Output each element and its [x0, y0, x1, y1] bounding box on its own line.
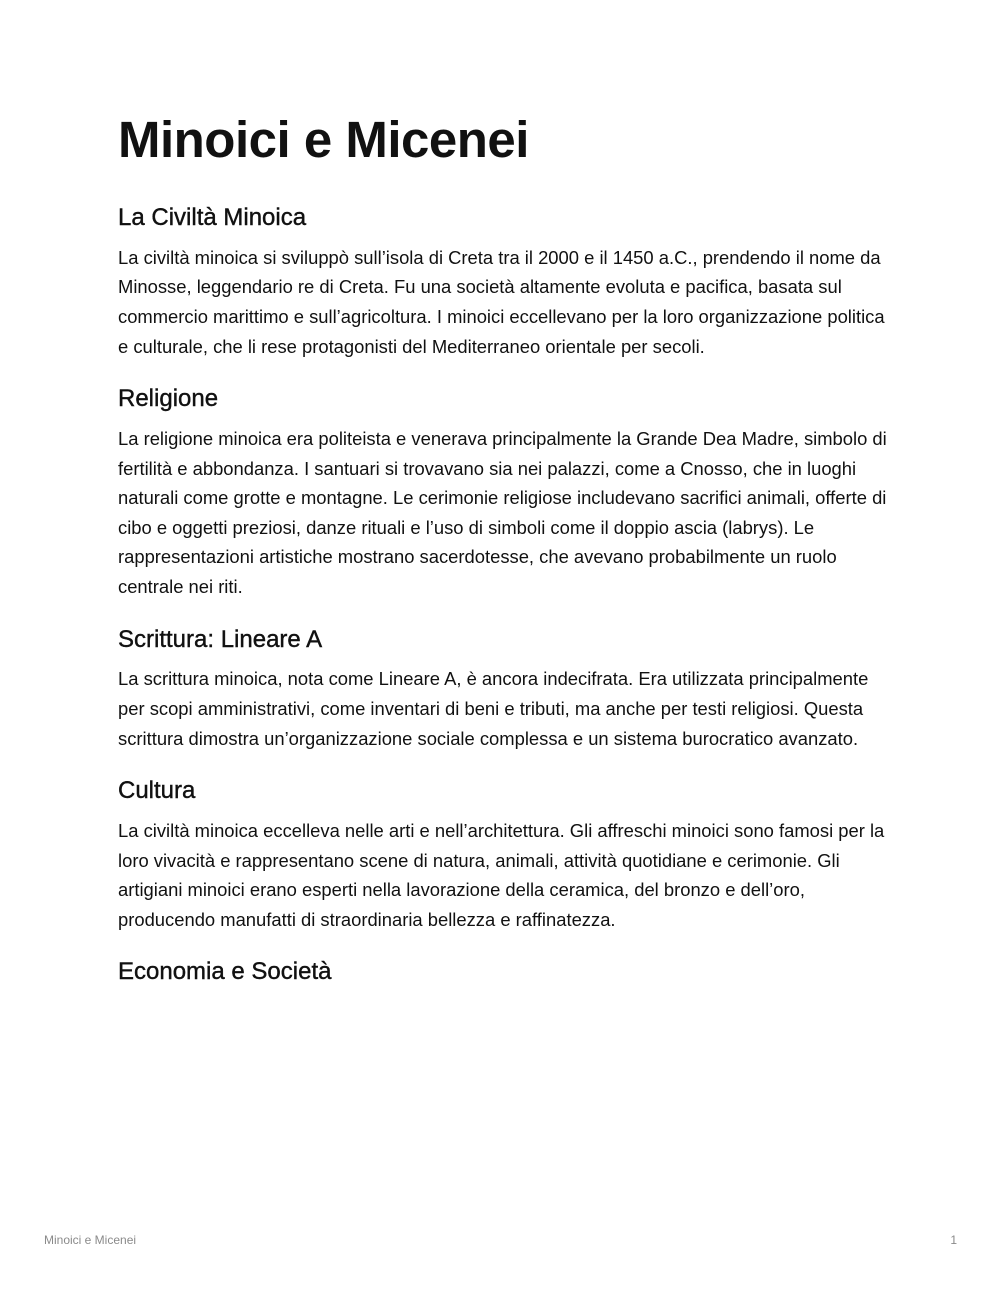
section-cultura — [118, 777, 888, 934]
footer-page-number: 1 — [950, 1233, 957, 1247]
section-economia — [118, 958, 888, 987]
section-heading: La Civiltà Minoica — [118, 204, 307, 232]
section-civilta-minoica — [118, 204, 888, 361]
section-heading: Religione — [118, 385, 219, 413]
section-scrittura — [118, 626, 888, 754]
document-title: Minoici e Micenei — [118, 111, 529, 168]
section-paragraph: La civiltà minoica eccelleva nelle arti e nell’architettura. Gli affreschi minoici sono famosi per la loro vivacità e rappresentano scene di natura, animali, attività quotidiane e cerimonie. Gli artigiani minoici erano esperti nella lavorazione della ceramica, del bronzo e dell’oro, producendo manufatti di straordinaria bellezza e raffinatezza. — [118, 820, 885, 930]
section-heading: Cultura — [118, 777, 196, 805]
section-heading: Scrittura: Lineare A — [118, 625, 323, 653]
section-religione — [118, 385, 888, 601]
section-paragraph: La civiltà minoica si sviluppò sull’isola di Creta tra il 2000 e il 1450 a.C., prendendo il nome da Minosse, leggendario re di Creta. Fu una società altamente evoluta e pacifica, basata sul commercio marittimo e sull’agricoltura. I minoici eccellevano per la loro organizzazione politica e culturale, che li rese protagonisti del Mediterraneo orientale per secoli. — [118, 246, 885, 357]
section-heading: Economia e Società — [118, 958, 332, 986]
section-paragraph: La religione minoica era politeista e venerava principalmente la Grande Dea Madre, simbolo di fertilità e abbondanza. I santuari si trovavano sia nei palazzi, come a Cnosso, che in luoghi naturali come grotte e montagne. Le cerimonie religiose includevano sacrifici animali, offerte di cibo e oggetti preziosi, danze rituali e l’uso di simboli come il doppio ascia (labrys). Le rappresentazioni artistiche mostrano sacerdotesse, che avevano probabilmente un ruolo centrale nei riti. — [118, 428, 887, 598]
document-page — [118, 112, 888, 1011]
footer-document-title: Minoici e Micenei — [44, 1233, 137, 1247]
section-paragraph: La scrittura minoica, nota come Lineare A, è ancora indecifrata. Era utilizzata principalmente per scopi amministrativi, come inventari di beni e tributi, ma anche per testi religiosi. Questa scrittura dimostra un’organizzazione sociale complessa e un sistema burocratico avanzato. — [118, 668, 869, 749]
